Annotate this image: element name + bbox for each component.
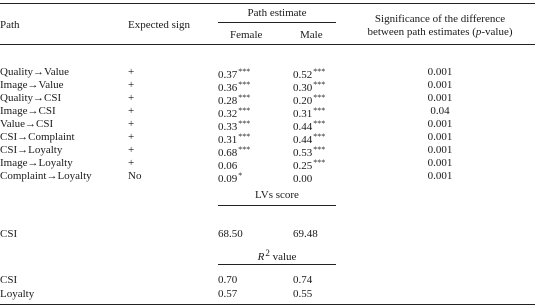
header-male: Male <box>300 29 323 41</box>
r2-label: CSI <box>0 274 18 286</box>
row-sign: + <box>128 157 135 169</box>
row-male: 0.30*** <box>293 80 326 94</box>
header-path: Path <box>0 19 20 31</box>
row-p: 0.04 <box>430 105 450 117</box>
row-male: 0.44*** <box>293 132 326 146</box>
row-female: 0.31*** <box>218 132 251 146</box>
r2-female: 0.57 <box>218 288 238 300</box>
row-male: 0.44*** <box>293 119 326 133</box>
row-female: 0.06 <box>218 160 238 172</box>
path-estimate-rule <box>218 22 336 23</box>
lvs-female: 68.50 <box>218 228 243 240</box>
row-sign: + <box>128 118 135 130</box>
row-sign: + <box>128 144 135 156</box>
r2-male: 0.74 <box>293 274 313 286</box>
row-sign: + <box>128 66 135 78</box>
row-male: 0.31*** <box>293 106 326 120</box>
lvs-score-rule <box>218 205 336 206</box>
header-female: Female <box>230 29 263 41</box>
table-top-rule <box>0 3 535 4</box>
r2-male: 0.55 <box>293 288 313 300</box>
r2-female: 0.70 <box>218 274 238 286</box>
row-male: 0.00 <box>293 173 313 185</box>
header-significance-line1: Significance of the difference <box>374 13 506 25</box>
row-female: 0.68*** <box>218 145 251 159</box>
row-female: 0.32*** <box>218 106 251 120</box>
row-male: 0.20*** <box>293 93 326 107</box>
row-p: 0.001 <box>427 131 453 143</box>
lvs-male: 69.48 <box>293 228 318 240</box>
row-path: Quality→Value <box>0 66 70 78</box>
row-female: 0.33*** <box>218 119 251 133</box>
row-p: 0.001 <box>427 118 453 130</box>
header-significance-line2: between path estimates (p-value) <box>367 26 513 38</box>
lvs-score-title: LVs score <box>255 189 299 201</box>
row-female: 0.36*** <box>218 80 251 94</box>
row-p: 0.001 <box>427 92 453 104</box>
table-bottom-rule <box>0 304 535 305</box>
row-female: 0.37*** <box>218 67 251 81</box>
row-path: Quality→CSI <box>0 92 62 104</box>
row-female: 0.28*** <box>218 93 251 107</box>
row-sign: + <box>128 92 135 104</box>
row-path: CSI→Loyalty <box>0 144 63 156</box>
row-p: 0.001 <box>427 170 453 182</box>
row-sign: + <box>128 131 135 143</box>
row-female: 0.09* <box>218 171 243 185</box>
row-sign: No <box>128 170 142 182</box>
row-path: Value→CSI <box>0 118 54 130</box>
row-male: 0.25*** <box>293 158 326 172</box>
header-path-estimate: Path estimate <box>247 7 307 19</box>
row-p: 0.001 <box>427 157 453 169</box>
row-path: Complaint→Loyalty <box>0 170 92 182</box>
row-path: Image→Value <box>0 79 64 91</box>
row-p: 0.001 <box>427 66 453 78</box>
row-path: Image→CSI <box>0 105 56 117</box>
row-path: Image→Loyalty <box>0 157 73 169</box>
header-expected-sign: Expected sign <box>128 19 191 31</box>
row-path: CSI→Complaint <box>0 131 75 143</box>
p-italic: p <box>475 26 482 38</box>
row-male: 0.52*** <box>293 67 326 81</box>
row-male: 0.53*** <box>293 145 326 159</box>
r2-rule <box>218 264 336 265</box>
row-sign: + <box>128 105 135 117</box>
r2-label: Loyalty <box>0 288 35 300</box>
lvs-label: CSI <box>0 228 18 240</box>
row-sign: + <box>128 79 135 91</box>
row-p: 0.001 <box>427 79 453 91</box>
header-bottom-rule <box>0 44 535 45</box>
row-p: 0.001 <box>427 144 453 156</box>
r2-title: $R^2$ value <box>257 248 297 263</box>
